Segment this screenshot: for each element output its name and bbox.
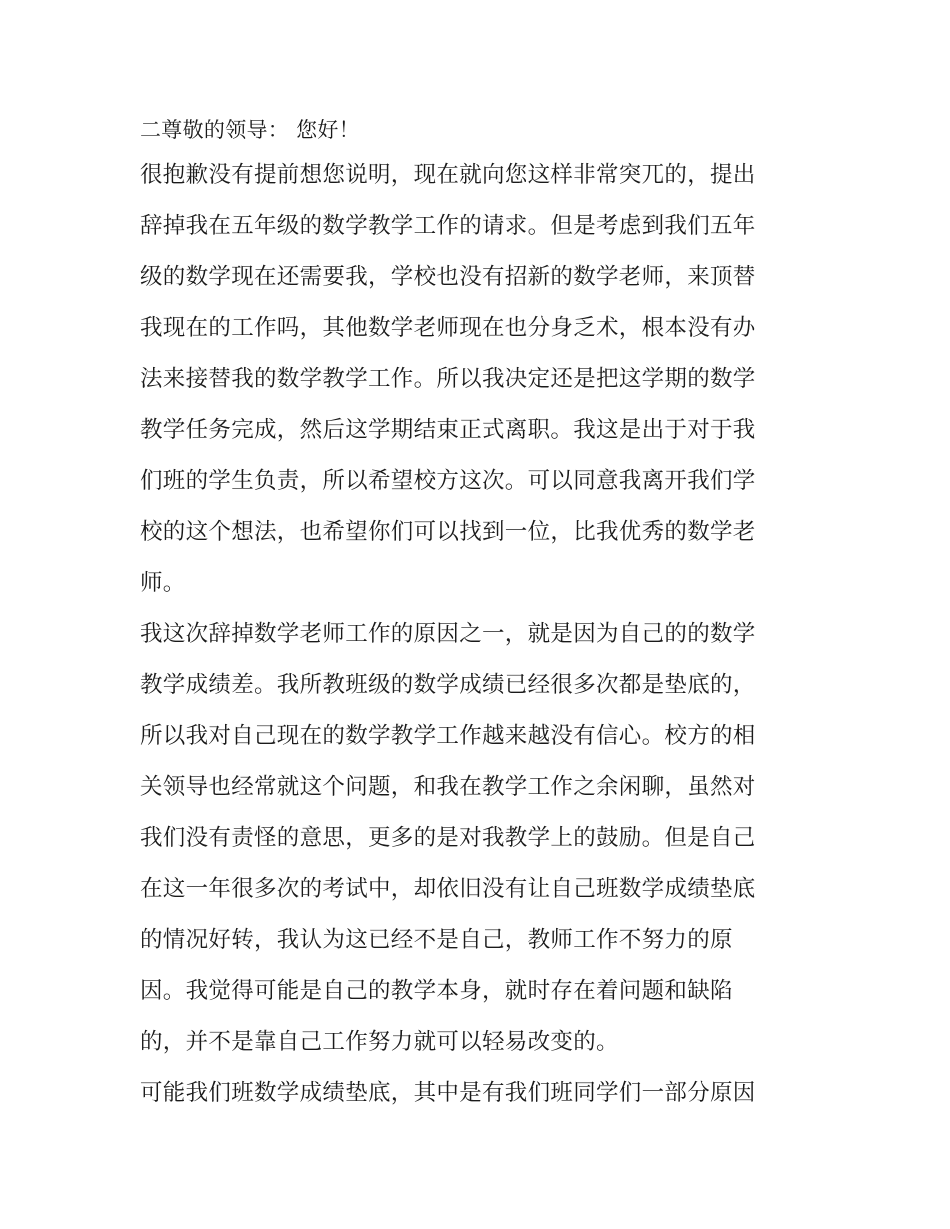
text-line-15: 在这一年很多次的考试中，却依旧没有让自己班数学成绩垫底 [140, 876, 756, 902]
text-line-19: 可能我们班数学成绩垫底，其中是有我们班同学们一部分原因 [140, 1080, 756, 1106]
text-line-16: 的情况好转，我认为这已经不是自己，教师工作不努力的原 [140, 927, 733, 953]
text-line-18: 的，并不是靠自己工作努力就可以轻易改变的。 [140, 1029, 619, 1055]
text-line-6: 教学任务完成，然后这学期结束正式离职。我这是出于对于我 [140, 417, 756, 443]
text-line-7: 们班的学生负责，所以希望校方这次。可以同意我离开我们学 [140, 468, 756, 494]
salutation-line: 二尊敬的领导： 您好！ [140, 118, 360, 142]
text-line-10: 我这次辞掉数学老师工作的原因之一，就是因为自己的的数学 [140, 621, 756, 647]
text-line-5: 法来接替我的数学教学工作。所以我决定还是把这学期的数学 [140, 366, 756, 392]
text-line-2: 辞掉我在五年级的数学教学工作的请求。但是考虑到我们五年 [140, 213, 756, 239]
text-line-11: 教学成绩差。我所教班级的数学成绩已经很多次都是垫底的， [140, 672, 756, 698]
text-line-9: 师。 [140, 570, 186, 596]
text-line-3: 级的数学现在还需要我，学校也没有招新的数学老师，来顶替 [140, 264, 756, 290]
text-line-1: 很抱歉没有提前想您说明，现在就向您这样非常突兀的，提出 [140, 162, 756, 188]
text-line-12: 所以我对自己现在的数学教学工作越来越没有信心。校方的相 [140, 723, 756, 749]
text-line-4: 我现在的工作吗，其他数学老师现在也分身乏术，根本没有办 [140, 315, 756, 341]
text-line-14: 我们没有责怪的意思，更多的是对我教学上的鼓励。但是自己 [140, 825, 756, 851]
text-line-17: 因。我觉得可能是自己的教学本身，就时存在着问题和缺陷 [140, 978, 733, 1004]
document-body [140, 110, 820, 1119]
text-line-13: 关领导也经常就这个问题，和我在教学工作之余闲聊，虽然对 [140, 774, 756, 800]
text-line-8: 校的这个想法，也希望你们可以找到一位，比我优秀的数学老 [140, 519, 756, 545]
